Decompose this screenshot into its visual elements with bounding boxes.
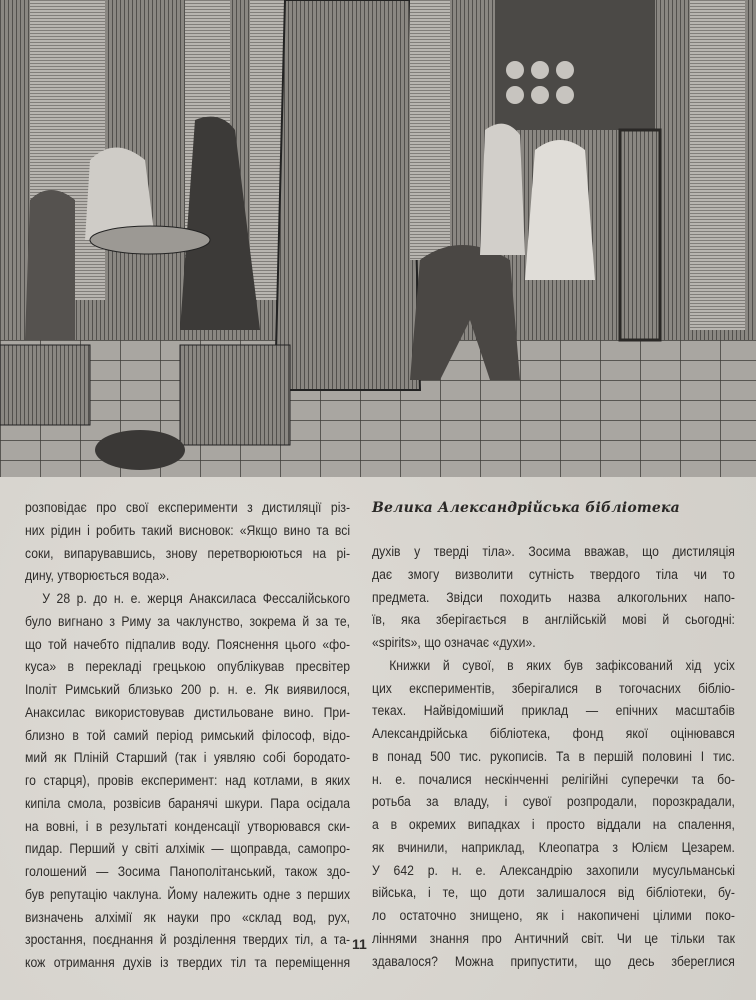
text-line: Іполіт Римський близько 200 р. н. е. Як виявилося, [25, 682, 351, 698]
text-line: розповідає про свої експерименти з дистиляції різ- [25, 500, 351, 516]
text-line: соки, випарувавшись, знову перетворюються на рі- [25, 545, 351, 562]
text-line: теках. Найвідоміший приклад — епічних масштабів [372, 703, 735, 720]
text-line: Анаксилас використовував дистильоване вино. При- [25, 704, 351, 721]
text-line: близно в той самий період римський філософ, відо- [25, 727, 351, 744]
text-line: предмета. Звідси походить назва алкогольних напо- [372, 589, 735, 606]
text-line: ло остаточно знищено, як і накопичені цілими поко- [372, 908, 735, 924]
text-line: духів у тверді тіла». Зосима вважав, що дистиляція [372, 544, 735, 560]
text-line: визначень алхімії як науки про «склад вод, рух, [25, 909, 351, 926]
text-line: їв, яка зберігається в англійській мові й сьогодні: [372, 612, 735, 629]
text-line: «spirits», що означає «духи». [372, 635, 536, 651]
text-line: го старця), провів експеримент: над котлами, в яких [25, 773, 351, 789]
text-line: них рідин і робить такий висновок: «Якщо вино та всі [25, 522, 351, 539]
text-line: що той начебто підпалив воду. Пояснення цього «фо- [25, 636, 351, 653]
text-line: Книжки й сувої, в яких був зафіксований хід усіх [389, 657, 735, 674]
text-line: цих експериментів, зберігалися в тогочасних бібліо- [372, 680, 735, 697]
text-line: мий як Пліній Старший (так і уявляю собі бородато- [25, 750, 351, 767]
text-line: кипіла смола, розвісив баранячі шкури. Пара осідала [25, 795, 351, 812]
text-line: куса» в перекладі грецькою опублікував пресвітер [25, 659, 351, 676]
text-line: зростання, поєднання й розділення твердих тіл, а та- [25, 932, 351, 949]
text-line: н. е. почалися нескінченні релігійні суперечки та бо- [372, 771, 735, 788]
text-line: Александрійська бібліотека, фонд якої оцінювався [372, 726, 735, 742]
section-heading: Велика Александрійська бібліотека [372, 500, 680, 516]
right-text-column [372, 541, 756, 973]
text-line: ротьба за владу, і сувої розпродали, порозкрадали, [372, 794, 735, 811]
text-line: дину, утворюється вода». [25, 568, 170, 585]
text-line: був репутацію чаклуна. Йому належить одне з перших [25, 886, 351, 903]
text-line: ліннями знання про Античний світ. Чи це тільки так [372, 930, 735, 947]
text-line: дає змогу визволити сутність твердого тіла чи то [372, 566, 735, 583]
text-line: здавалося? Можна припустити, що десь збереглися [372, 953, 735, 970]
text-line: війська, і те, що доти залишалося від бібліотеки, бу- [372, 885, 735, 902]
text-line: було вигнано з Риму за чаклунство, зокрема й за те, [25, 613, 351, 630]
page-number: 11 [352, 936, 367, 952]
text-line: У 642 р. н. е. Александрію захопили мусульманські [372, 862, 735, 879]
text-line: а в окремих випадках і просто віддали на спалення, [372, 817, 735, 833]
library-engraving-illustration [0, 0, 756, 477]
text-line: У 28 р. до н. е. жерця Анаксиласа Фессалійського [42, 591, 351, 607]
text-line: голошений — Зосима Панополітанський, також здо- [25, 864, 351, 880]
text-line: кож отримання духів із твердих тіл та переміщення [25, 955, 351, 971]
text-line: на вовні, і в результаті конденсації утворювався ски- [25, 818, 351, 835]
text-line: пидар. Перший у світі алхімік — щоправда, самопро- [25, 841, 351, 858]
left-text-column [25, 497, 403, 975]
text-line: як вчинили, наприклад, Клеопатра з Юлієм Цезарем. [372, 839, 735, 856]
text-line: в понад 500 тис. рукописів. Та в першій половині І тис. [372, 748, 735, 765]
